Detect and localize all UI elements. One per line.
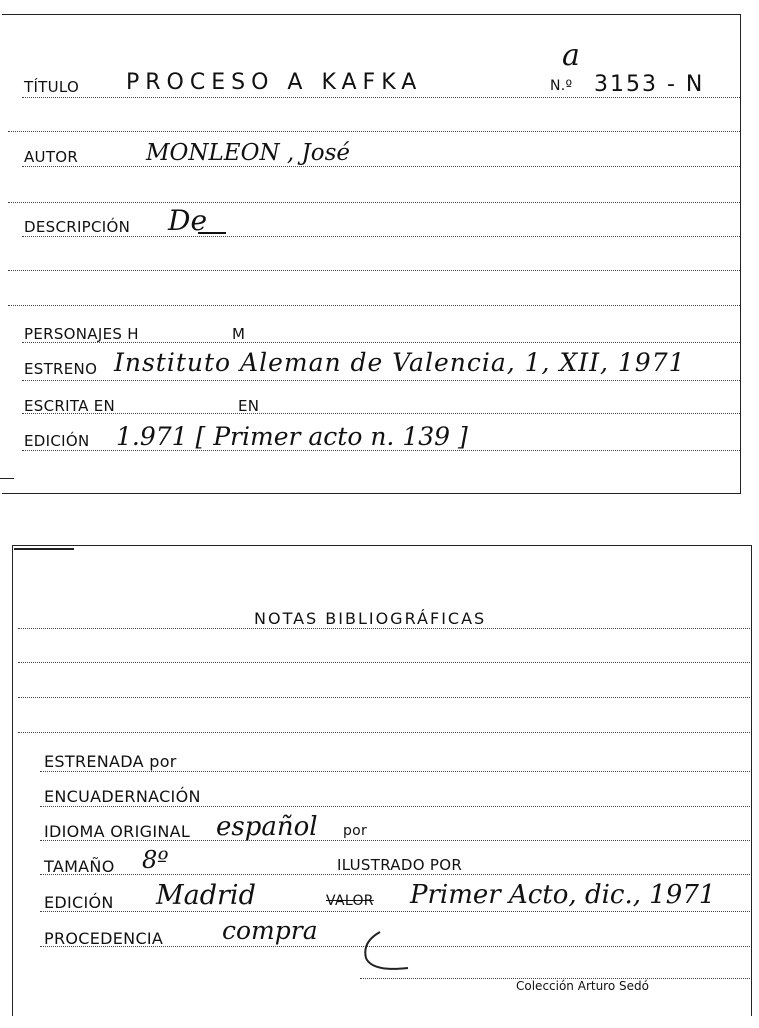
- rule-line: [40, 911, 750, 912]
- label-valor: VALOR: [326, 893, 374, 909]
- notes-heading: NOTAS BIBLIOGRÁFICAS: [254, 609, 487, 628]
- label-personajes-m: M: [232, 325, 246, 343]
- collection-footer: Colección Arturo Sedó: [516, 979, 649, 993]
- label-idioma-por: por: [343, 823, 368, 839]
- value-edicion-2: Madrid: [156, 880, 256, 911]
- rule-line: [8, 202, 740, 203]
- rule-line: [8, 305, 740, 306]
- rule-line: [18, 662, 750, 663]
- rule-line: [22, 236, 740, 237]
- description-stroke: [198, 232, 226, 234]
- rule-line: [22, 166, 740, 167]
- label-edicion: EDICIÓN: [24, 432, 90, 450]
- label-tamano: TAMAÑO: [44, 857, 115, 876]
- label-ilustrado: ILUSTRADO POR: [337, 856, 463, 874]
- label-descripcion: DESCRIPCIÓN: [24, 218, 131, 236]
- value-numero-mark: a: [562, 38, 580, 73]
- label-personajes-h: PERSONAJES H: [24, 325, 139, 343]
- rule-line: [8, 131, 740, 132]
- rule-line: [8, 270, 740, 271]
- rule-line: [22, 97, 740, 98]
- label-edicion-2: EDICIÓN: [44, 893, 114, 912]
- value-titulo: PROCESO A KAFKA: [126, 70, 423, 95]
- rule-line: [40, 771, 750, 772]
- label-idioma: IDIOMA ORIGINAL: [44, 822, 191, 841]
- label-autor: AUTOR: [24, 148, 79, 166]
- value-estreno: Instituto Aleman de Valencia, 1, XII, 1971: [114, 348, 686, 377]
- label-estreno: ESTRENO: [24, 360, 98, 378]
- value-descripcion: De: [168, 204, 208, 237]
- value-procedencia: compra: [222, 916, 318, 945]
- rule-line: [18, 628, 750, 629]
- label-titulo: TÍTULO: [24, 78, 80, 96]
- bracket-mark: [360, 928, 420, 978]
- label-estrenada: ESTRENADA por: [44, 752, 177, 771]
- value-tamano: 8º: [142, 846, 169, 874]
- value-valor: Primer Acto, dic., 1971: [410, 880, 716, 910]
- rule-line: [22, 413, 740, 414]
- rule-line: [18, 732, 750, 733]
- value-numero: 3153 - N: [594, 72, 705, 97]
- rule-line: [22, 380, 740, 381]
- rule-line: [40, 874, 750, 875]
- left-edge-tick: [0, 478, 14, 479]
- value-autor: MONLEON , José: [146, 140, 350, 166]
- label-numero: N.º: [550, 78, 573, 94]
- value-idioma: español: [216, 812, 318, 842]
- rule-line: [18, 697, 750, 698]
- label-escrita-en-2: EN: [238, 397, 260, 415]
- label-encuadernacion: ENCUADERNACIÓN: [44, 787, 201, 806]
- value-edicion: 1.971 [ Primer acto n. 139 ]: [116, 422, 468, 451]
- label-procedencia: PROCEDENCIA: [44, 929, 164, 948]
- rule-line: [40, 806, 750, 807]
- card-corner-stroke: [14, 548, 74, 550]
- label-escrita-en: ESCRITA EN: [24, 397, 116, 415]
